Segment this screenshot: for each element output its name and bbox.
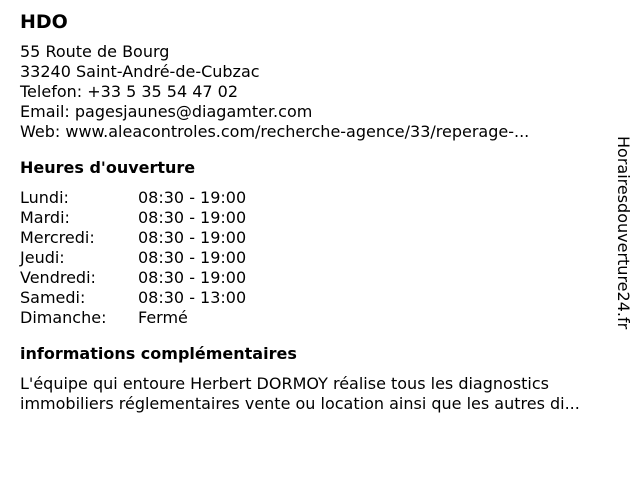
hours-day: Mercredi: (20, 228, 95, 247)
hours-time: Fermé (138, 308, 188, 327)
hours-day: Vendredi: (20, 268, 96, 287)
web-line: Web: www.aleacontroles.com/recherche-agence/33/reperage-... (20, 122, 530, 141)
address-street: 55 Route de Bourg (20, 42, 170, 61)
hours-row (20, 308, 620, 328)
hours-time: 08:30 - 19:00 (138, 228, 247, 247)
hours-time: 08:30 - 19:00 (138, 188, 247, 207)
additional-info-line: immobiliers réglementaires vente ou location ainsi que les autres di... (20, 394, 580, 413)
business-card (20, 8, 620, 414)
phone-line: Telefon: +33 5 35 54 47 02 (20, 82, 239, 101)
hours-time: 08:30 - 19:00 (138, 248, 247, 267)
hours-time: 08:30 - 19:00 (138, 208, 247, 227)
hours-time: 08:30 - 13:00 (138, 288, 247, 307)
opening-hours-heading: Heures d'ouverture (20, 158, 196, 177)
hours-time: 08:30 - 19:00 (138, 268, 247, 287)
hours-row (20, 188, 620, 208)
hours-row (20, 208, 620, 228)
hours-day: Dimanche: (20, 308, 107, 327)
email-line: Email: pagesjaunes@diagamter.com (20, 102, 313, 121)
site-watermark: Horairesdouverture24.fr (614, 136, 633, 330)
additional-info-heading: informations complémentaires (20, 344, 297, 363)
hours-row (20, 228, 620, 248)
hours-row (20, 268, 620, 288)
additional-info-text (20, 374, 620, 414)
hours-day: Lundi: (20, 188, 69, 207)
hours-day: Mardi: (20, 208, 70, 227)
address-city: 33240 Saint-André-de-Cubzac (20, 62, 260, 81)
opening-hours-table (20, 188, 620, 328)
hours-day: Samedi: (20, 288, 86, 307)
hours-row (20, 248, 620, 268)
hours-row (20, 288, 620, 308)
additional-info-line: L'équipe qui entoure Herbert DORMOY réalise tous les diagnostics (20, 374, 550, 393)
hours-day: Jeudi: (20, 248, 65, 267)
business-name: HDO (20, 11, 68, 33)
